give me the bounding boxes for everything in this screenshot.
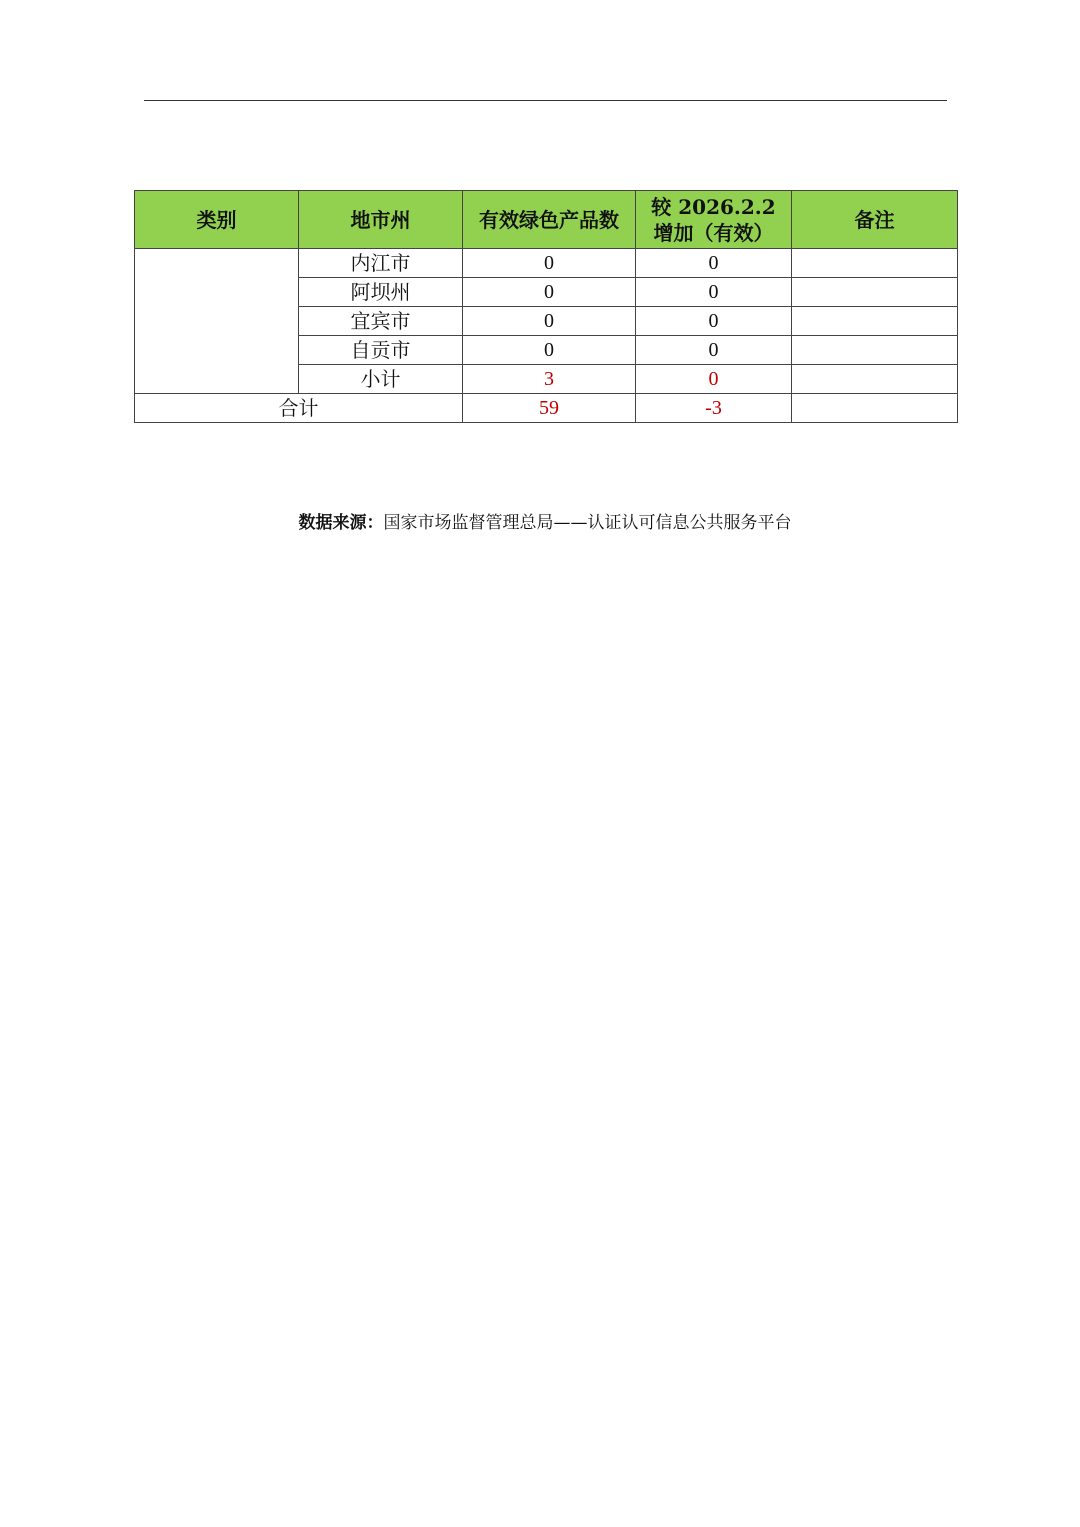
header-count: 有效绿色产品数 xyxy=(463,191,636,249)
note-cell xyxy=(792,336,958,365)
increase-cell: 0 xyxy=(636,307,792,336)
total-increase: -3 xyxy=(636,394,792,423)
total-note xyxy=(792,394,958,423)
city-cell: 阿坝州 xyxy=(299,278,463,307)
count-cell: 0 xyxy=(463,307,636,336)
data-source-label: 数据来源： xyxy=(298,513,384,533)
note-cell xyxy=(792,249,958,278)
total-row xyxy=(135,394,958,423)
count-cell: 0 xyxy=(463,249,636,278)
data-source-note xyxy=(0,510,1080,536)
header-increase-label: 较 2026.2.2 增加（有效） xyxy=(651,194,776,245)
header-increase xyxy=(636,191,792,249)
green-product-table xyxy=(134,190,958,423)
increase-cell: 0 xyxy=(636,278,792,307)
increase-cell: 0 xyxy=(636,249,792,278)
subtotal-label: 小计 xyxy=(299,365,463,394)
table-header-row xyxy=(135,191,958,249)
top-rule xyxy=(144,100,947,101)
count-cell: 0 xyxy=(463,278,636,307)
header-city: 地市州 xyxy=(299,191,463,249)
data-source-text: 国家市场监督管理总局——认证认可信息公共服务平台 xyxy=(383,513,792,533)
category-cell xyxy=(135,249,299,394)
note-cell xyxy=(792,278,958,307)
increase-cell: 0 xyxy=(636,336,792,365)
note-cell xyxy=(792,307,958,336)
header-note: 备注 xyxy=(792,191,958,249)
city-cell: 内江市 xyxy=(299,249,463,278)
city-cell: 自贡市 xyxy=(299,336,463,365)
table-row xyxy=(135,249,958,278)
subtotal-increase: 0 xyxy=(636,365,792,394)
subtotal-count: 3 xyxy=(463,365,636,394)
subtotal-note xyxy=(792,365,958,394)
total-label: 合计 xyxy=(135,394,463,423)
header-category: 类别 xyxy=(135,191,299,249)
total-count: 59 xyxy=(463,394,636,423)
count-cell: 0 xyxy=(463,336,636,365)
city-cell: 宜宾市 xyxy=(299,307,463,336)
